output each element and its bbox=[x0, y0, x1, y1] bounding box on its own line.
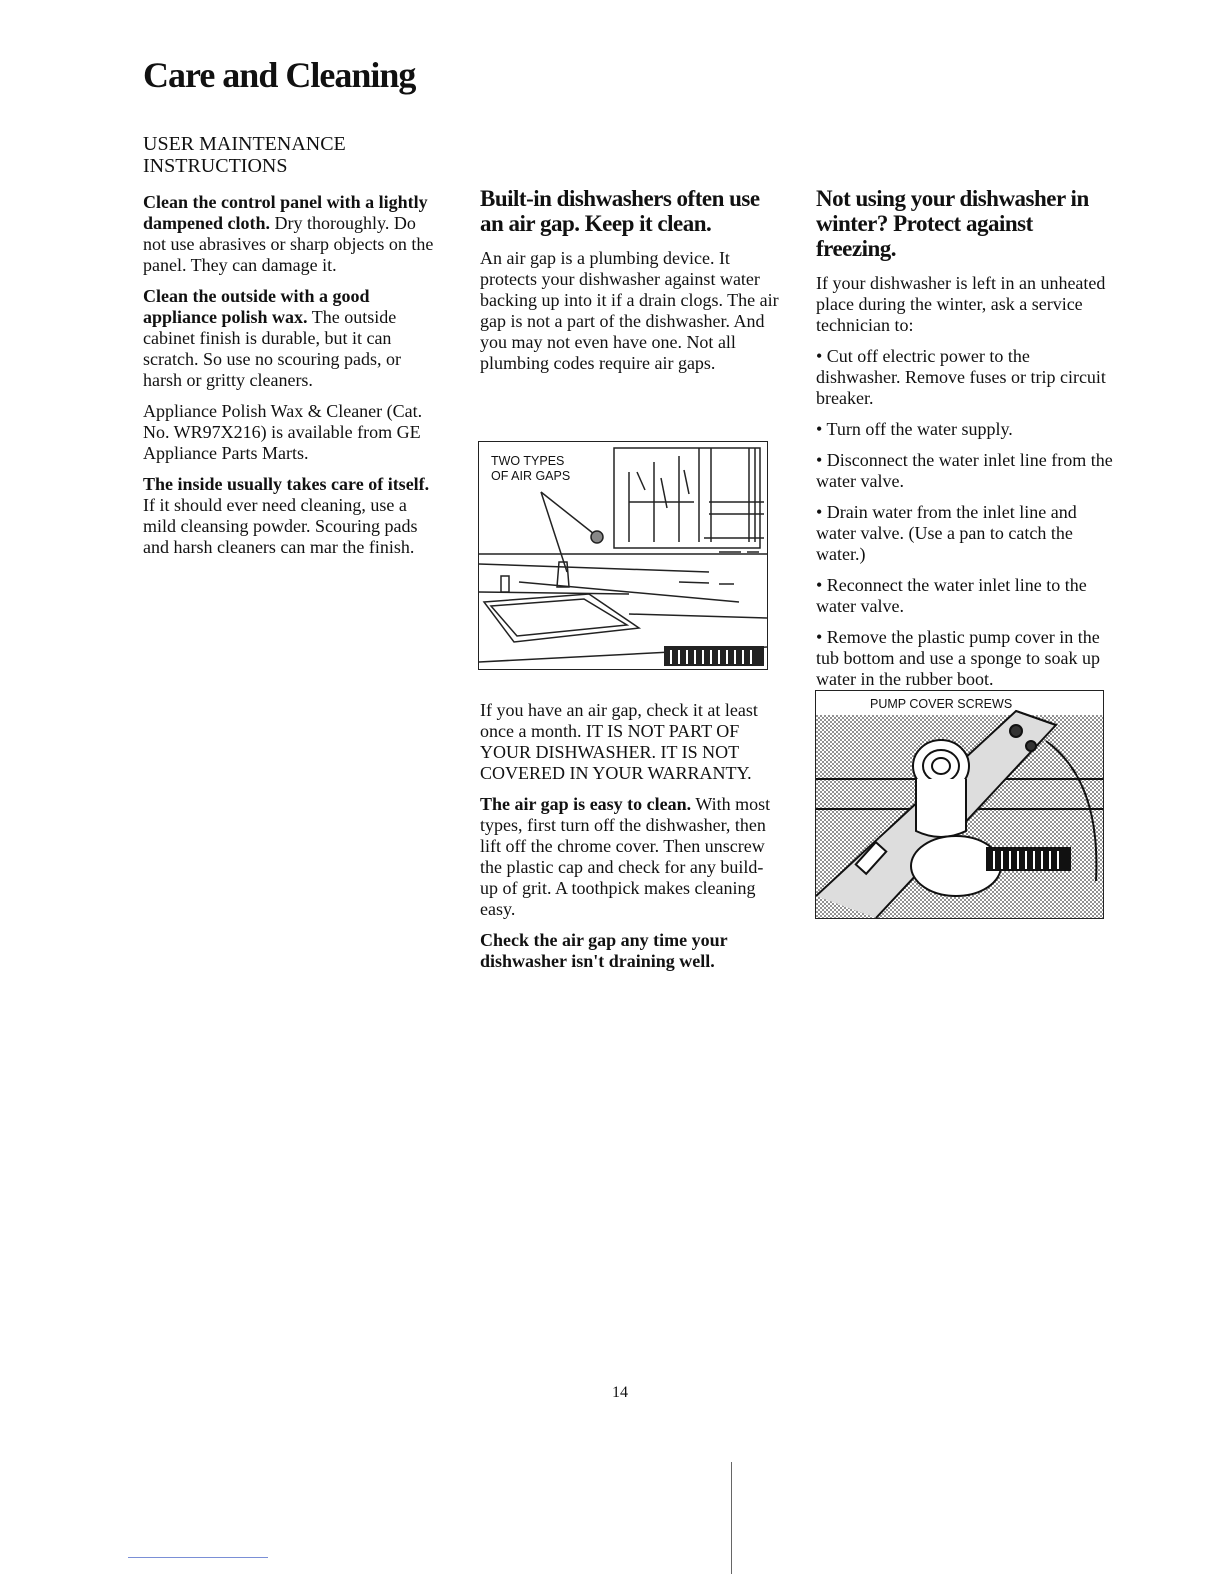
section-heading-user-maintenance: USER MAINTENANCE INSTRUCTIONS bbox=[143, 133, 346, 177]
winter-step: • Cut off electric power to the dishwasher. Remove fuses or trip circuit breaker. bbox=[816, 346, 1106, 408]
air-gap-figure-label-line2: OF AIR GAPS bbox=[491, 469, 571, 483]
outside-cabinet-paragraph bbox=[143, 286, 443, 391]
pump-cover-illustration bbox=[815, 690, 1104, 919]
pump-cover-drawing bbox=[816, 691, 1103, 918]
polish-wax-paragraph: Appliance Polish Wax & Cleaner (Cat. No. WR97X216) is available from GE Appliance Parts Marts. bbox=[143, 401, 423, 463]
winter-step: • Turn off the water supply. bbox=[816, 419, 1013, 439]
inside-text: If it should ever need cleaning, use a mild cleansing powder. Scouring pads and harsh cleaners can mar the finish. bbox=[143, 495, 418, 557]
inside-lead: The inside usually takes care of itself. bbox=[143, 474, 430, 494]
air-gap-check-paragraph: If you have an air gap, check it at least once a month. IT IS NOT PART OF YOUR DISHWASHER. IT IS NOT COVERED IN YOUR WARRANTY. bbox=[480, 700, 758, 783]
air-gap-intro: An air gap is a plumbing device. It protects your dishwasher against water backing up into it if a drain clogs. The air gap is not a part of the dishwasher. And you may not even have one. Not all plumbing codes require air gaps. bbox=[480, 248, 779, 373]
winter-step: • Drain water from the inlet line and water valve. (Use a pan to catch the water.) bbox=[816, 502, 1077, 564]
winter-heading: Not using your dishwasher in winter? Protect against freezing. bbox=[816, 186, 1089, 261]
outside-cabinet-text: The outside cabinet finish is durable, but it can scratch. So use no scouring pads, or harsh or gritty cleaners. bbox=[143, 307, 401, 390]
right-column bbox=[816, 186, 1116, 700]
middle-column-lower bbox=[480, 700, 780, 982]
air-gap-illustration bbox=[478, 441, 768, 670]
outside-cabinet-lead: Clean the outside with a good appliance polish wax. bbox=[143, 286, 370, 327]
air-gap-draining-paragraph bbox=[480, 930, 780, 972]
page-title: Care and Cleaning bbox=[143, 55, 416, 95]
air-gap-heading: Built-in dishwashers often use an air gap. Keep it clean. bbox=[480, 186, 760, 236]
page-number: 14 bbox=[612, 1384, 628, 1401]
horizontal-rule bbox=[128, 1557, 268, 1558]
vertical-rule bbox=[731, 1462, 732, 1574]
air-gap-figure-label-line1: TWO TYPES bbox=[491, 454, 565, 468]
air-gap-clean-lead: The air gap is easy to clean. bbox=[480, 794, 692, 814]
left-column bbox=[143, 192, 443, 568]
control-panel-lead: Clean the control panel with a lightly dampened cloth. bbox=[143, 192, 428, 233]
winter-intro: If your dishwasher is left in an unheated place during the winter, ask a service technician to: bbox=[816, 273, 1106, 335]
air-gap-figure-label bbox=[491, 454, 570, 484]
winter-step: • Reconnect the water inlet line to the water valve. bbox=[816, 575, 1087, 616]
winter-step: • Remove the plastic pump cover in the tub bottom and use a sponge to soak up water in the rubber boot. bbox=[816, 627, 1100, 689]
control-panel-paragraph bbox=[143, 192, 443, 276]
winter-step: • Disconnect the water inlet line from the water valve. bbox=[816, 450, 1113, 491]
air-gap-clean-text: With most types, first turn off the dishwasher, then lift off the chrome cover. Then unscrew the plastic cap and check for any build-up of grit. A toothpick makes cleaning easy. bbox=[480, 794, 771, 919]
air-gap-draining-lead: Check the air gap any time your dishwasher isn't draining well. bbox=[480, 930, 728, 971]
middle-column bbox=[480, 186, 780, 384]
inside-paragraph bbox=[143, 474, 443, 558]
control-panel-text: Dry thoroughly. Do not use abrasives or sharp objects on the panel. They can damage it. bbox=[143, 213, 434, 275]
pump-cover-figure-label: PUMP COVER SCREWS bbox=[870, 697, 1013, 711]
air-gap-clean-paragraph bbox=[480, 794, 780, 920]
